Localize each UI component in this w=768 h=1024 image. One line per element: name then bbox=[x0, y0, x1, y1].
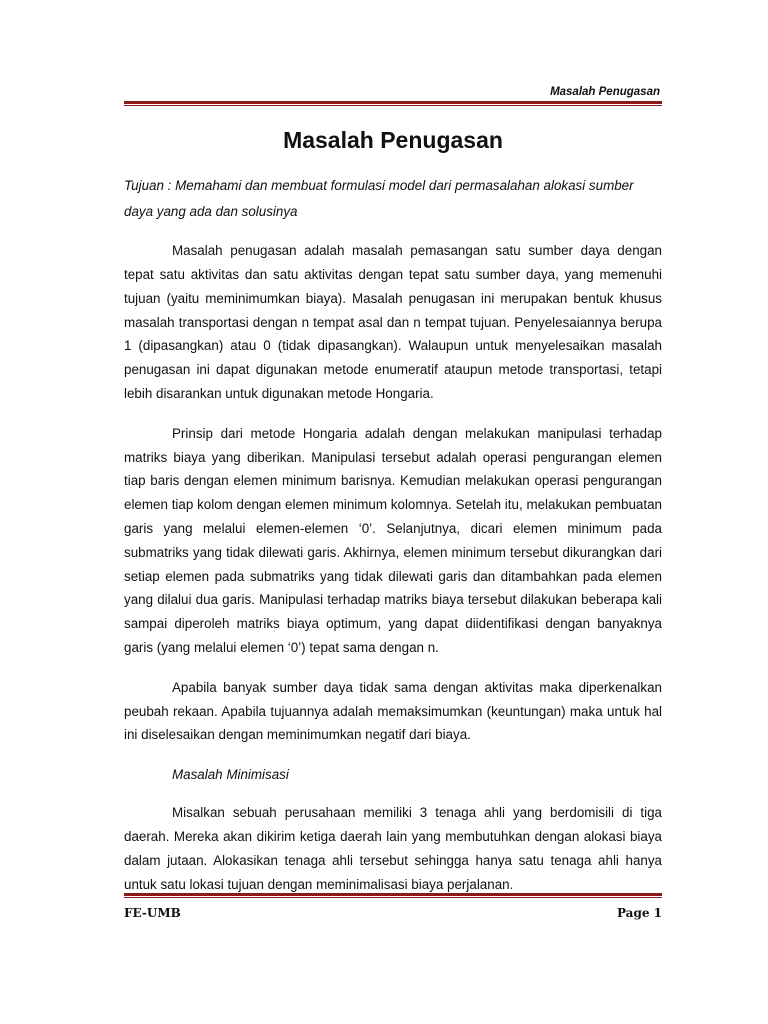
footer-rule bbox=[124, 893, 662, 898]
document-title: Masalah Penugasan bbox=[283, 127, 503, 153]
paragraph-2: Prinsip dari metode Hongaria adalah dengan melakukan manipulasi terhadap matriks biaya yang diberikan. Manipulasi tersebut adalah operasi pengurangan elemen tiap baris dengan elemen minimum barisnya. Kemudian melakukan operasi pengurangan elemen tiap kolom dengan elemen minimum kolomnya. Setelah itu, melakukan pembuatan garis yang melalui elemen-elemen ‘0’. Selanjutnya, dicari elemen minimum pada submatriks yang tidak dilewati garis. Akhirnya, elemen minimum tersebut dikurangkan dari setiap elemen pada submatriks yang tidak dilewati garis dan ditambahkan pada elemen yang dilalui dua garis. Manipulasi terhadap matriks biaya tersebut dilakukan beberapa kali sampai diperoleh matriks biaya optimum, yang dapat diidentifikasi dengan banyaknya garis (yang melalui elemen ‘0’) tepat sama dengan n. bbox=[124, 425, 662, 656]
footer-page-number: Page 1 bbox=[616, 906, 662, 920]
page-content bbox=[124, 128, 662, 912]
section-subheading: Masalah Minimisasi bbox=[172, 767, 289, 783]
objective-text: Tujuan : Memahami dan membuat formulasi model dari permasalahan alokasi sumber daya yang ada dan solusinya bbox=[124, 178, 634, 220]
running-header-title: Masalah Penugasan bbox=[550, 86, 660, 98]
paragraph-3: Apabila banyak sumber daya tidak sama dengan aktivitas maka diperkenalkan peubah rekaan. Apabila tujuannya adalah memaksimumkan (keuntungan) maka untuk hal ini diselesaikan dengan meminimumkan negatif dari biaya. bbox=[124, 679, 662, 743]
paragraph-4: Misalkan sebuah perusahaan memiliki 3 tenaga ahli yang berdomisili di tiga daerah. Mereka akan dikirim ketiga daerah lain yang membutuhkan dengan alokasi biaya dalam jutaan. Alokasikan tenaga ahli tersebut sehingga hanya satu tenaga ahli hanya untuk satu lokasi tujuan dengan meminimalisasi biaya perjalanan. bbox=[124, 805, 662, 892]
footer-institution: FE-UMB bbox=[124, 906, 181, 920]
header-rule bbox=[124, 101, 662, 106]
paragraph-1: Masalah penugasan adalah masalah pemasangan satu sumber daya dengan tepat satu aktivitas dan satu aktivitas dengan tepat satu sumber daya, yang memenuhi tujuan (yaitu meminimumkan biaya). Masalah penugasan ini merupakan bentuk khusus masalah transportasi dengan n tempat asal dan n tempat tujuan. Penyelesaiannya berupa 1 (dipasangkan) atau 0 (tidak dipasangkan). Walaupun untuk menyelesaikan masalah penugasan ini dapat digunakan metode enumeratif ataupun metode transportasi, tetapi lebih disarankan untuk digunakan metode Hongaria. bbox=[124, 243, 662, 402]
